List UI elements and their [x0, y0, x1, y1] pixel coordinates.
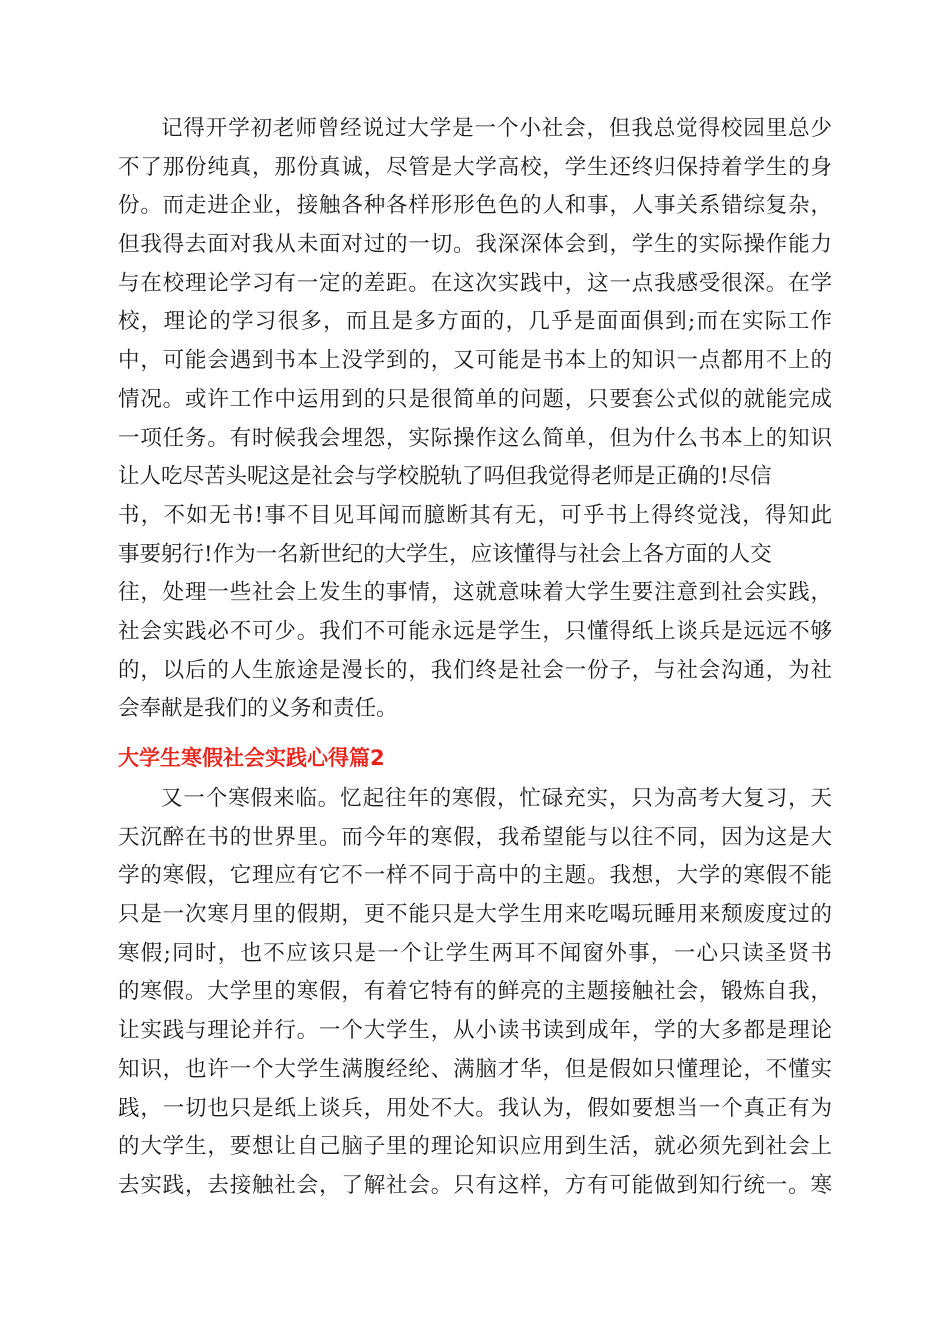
paragraph-line: 会奉献是我们的义务和责任。	[118, 696, 398, 722]
paragraph-line: 的，以后的人生旅途是漫长的，我们终是社会一份子，与社会沟通，为社	[118, 657, 832, 683]
paragraph-line: 中，可能会遇到书本上没学到的，又可能是书本上的知识一点都用不上的	[118, 348, 832, 374]
paragraph-line: 社会实践必不可少。我们不可能永远是学生，只懂得纸上谈兵是远远不够	[118, 618, 832, 644]
paragraph-line: 一项任务。有时候我会埋怨，实际操作这么简单，但为什么书本上的知识	[118, 425, 832, 451]
section-heading: 大学生寒假社会实践心得篇2	[118, 746, 385, 770]
paragraph-line: 寒假;同时，也不应该只是一个让学生两耳不闻窗外事，一心只读圣贤书	[118, 940, 832, 966]
paragraph-line: 情况。或许工作中运用到的只是很简单的问题，只要套公式似的就能完成	[118, 386, 832, 412]
paragraph-line: 校，理论的学习很多，而且是多方面的，几乎是面面俱到;而在实际工作	[118, 309, 832, 335]
paragraph-line: 天沉醉在书的世界里。而今年的寒假，我希望能与以往不同，因为这是大	[118, 824, 832, 850]
paragraph-line: 知识，也许一个大学生满腹经纶、满脑才华，但是假如只懂理论，不懂实	[118, 1056, 832, 1082]
paragraph-line: 又一个寒假来临。忆起往年的寒假，忙碌充实，只为高考大复习，天	[161, 786, 832, 811]
paragraph-line: 往，处理一些社会上发生的事情，这就意味着大学生要注意到社会实践，	[118, 580, 832, 606]
paragraph-line: 践，一切也只是纸上谈兵，用处不大。我认为，假如要想当一个真正有为	[118, 1095, 832, 1121]
section1-paragraph	[118, 110, 832, 729]
paragraph-line: 的大学生，要想让自己脑子里的理论知识应用到生活，就必须先到社会上	[118, 1134, 832, 1160]
paragraph-line: 份。而走进企业，接触各种各样形形色色的人和事，人事关系错综复杂，	[118, 193, 832, 219]
paragraph-line: 去实践，去接触社会，了解社会。只有这样，方有可能做到知行统一。寒	[118, 1172, 832, 1198]
paragraph-line: 让实践与理论并行。一个大学生，从小读书读到成年，学的大多都是理论	[118, 1018, 832, 1044]
paragraph-line: 让人吃尽苦头呢这是社会与学校脱轨了吗但我觉得老师是正确的!尽信	[118, 464, 772, 490]
paragraph-line: 学的寒假，它理应有它不一样不同于高中的主题。我想，大学的寒假不能	[118, 863, 832, 889]
paragraph-line: 与在校理论学习有一定的差距。在这次实践中，这一点我感受很深。在学	[118, 270, 832, 296]
paragraph-line: 书，不如无书!事不目见耳闻而臆断其有无，可乎书上得终觉浅，得知此	[118, 502, 832, 528]
section2-paragraph	[118, 780, 832, 1206]
paragraph-line: 记得开学初老师曾经说过大学是一个小社会，但我总觉得校园里总少	[161, 116, 832, 141]
paragraph-line: 不了那份纯真，那份真诚，尽管是大学高校，学生还终归保持着学生的身	[118, 154, 832, 180]
paragraph-line: 的寒假。大学里的寒假，有着它特有的鲜亮的主题接触社会，锻炼自我，	[118, 979, 832, 1005]
paragraph-line: 事要躬行!作为一名新世纪的大学生，应该懂得与社会上各方面的人交	[118, 541, 772, 567]
paragraph-line: 只是一次寒月里的假期，更不能只是大学生用来吃喝玩睡用来颓废度过的	[118, 902, 832, 928]
paragraph-line: 但我得去面对我从未面对过的一切。我深深体会到，学生的实际操作能力	[118, 232, 832, 258]
